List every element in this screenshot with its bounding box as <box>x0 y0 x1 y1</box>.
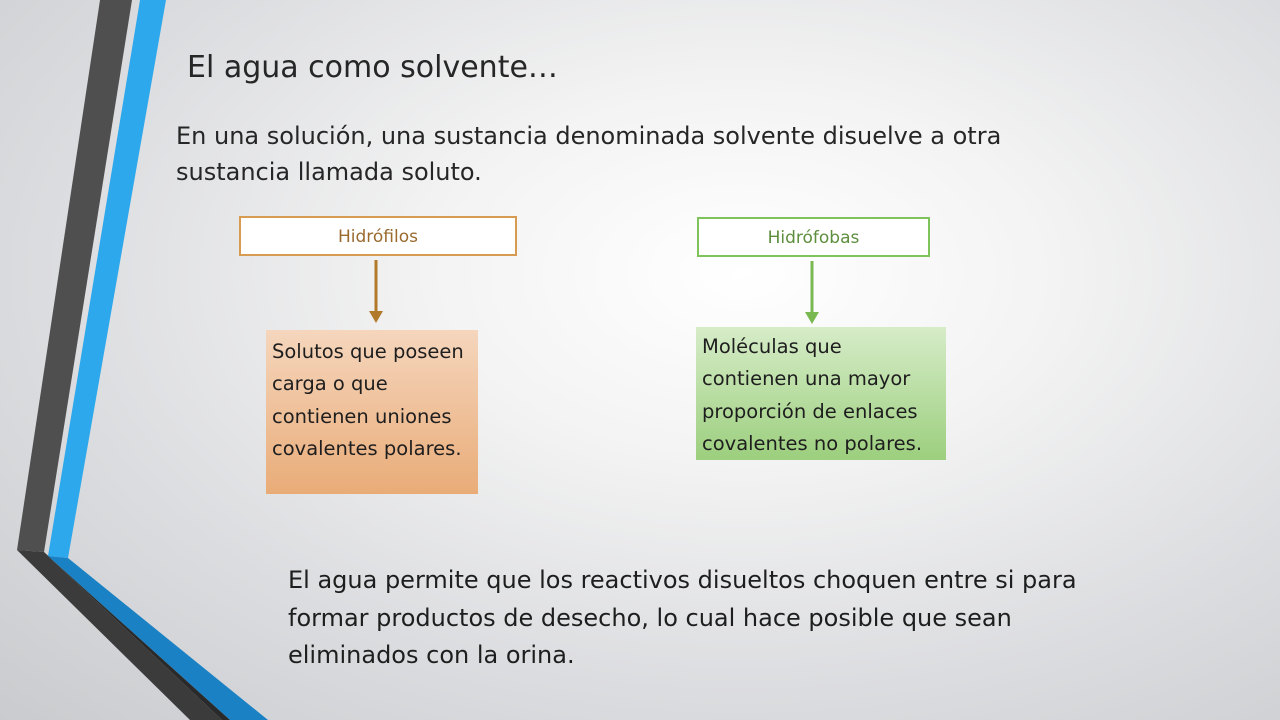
arrow-down-icon <box>366 260 386 324</box>
arrow-down-icon <box>802 261 822 325</box>
conclusion-text: El agua permite que los reactivos disueltos choquen entre si para formar productos de desecho, lo cual hace posible que sean eliminados con la orina. <box>288 566 1077 669</box>
description-hidrofilos: Solutos que poseen carga o que contienen uniones covalentes polares. <box>266 330 478 494</box>
description-hidrofobas: Moléculas que contienen una mayor proporción de enlaces covalentes no polares. <box>696 327 946 460</box>
slide-title: El agua como solvente… <box>187 50 558 85</box>
dark-stripe-lower <box>17 550 222 720</box>
label-hidrofilos: Hidrófilos <box>239 216 517 256</box>
label-hidrofobas: Hidrófobas <box>697 217 930 257</box>
intro-text: En una solución, una sustancia denominada solvente disuelve a otra sustancia llamada soluto. <box>176 122 1002 186</box>
blue-stripe-lower <box>48 556 268 720</box>
